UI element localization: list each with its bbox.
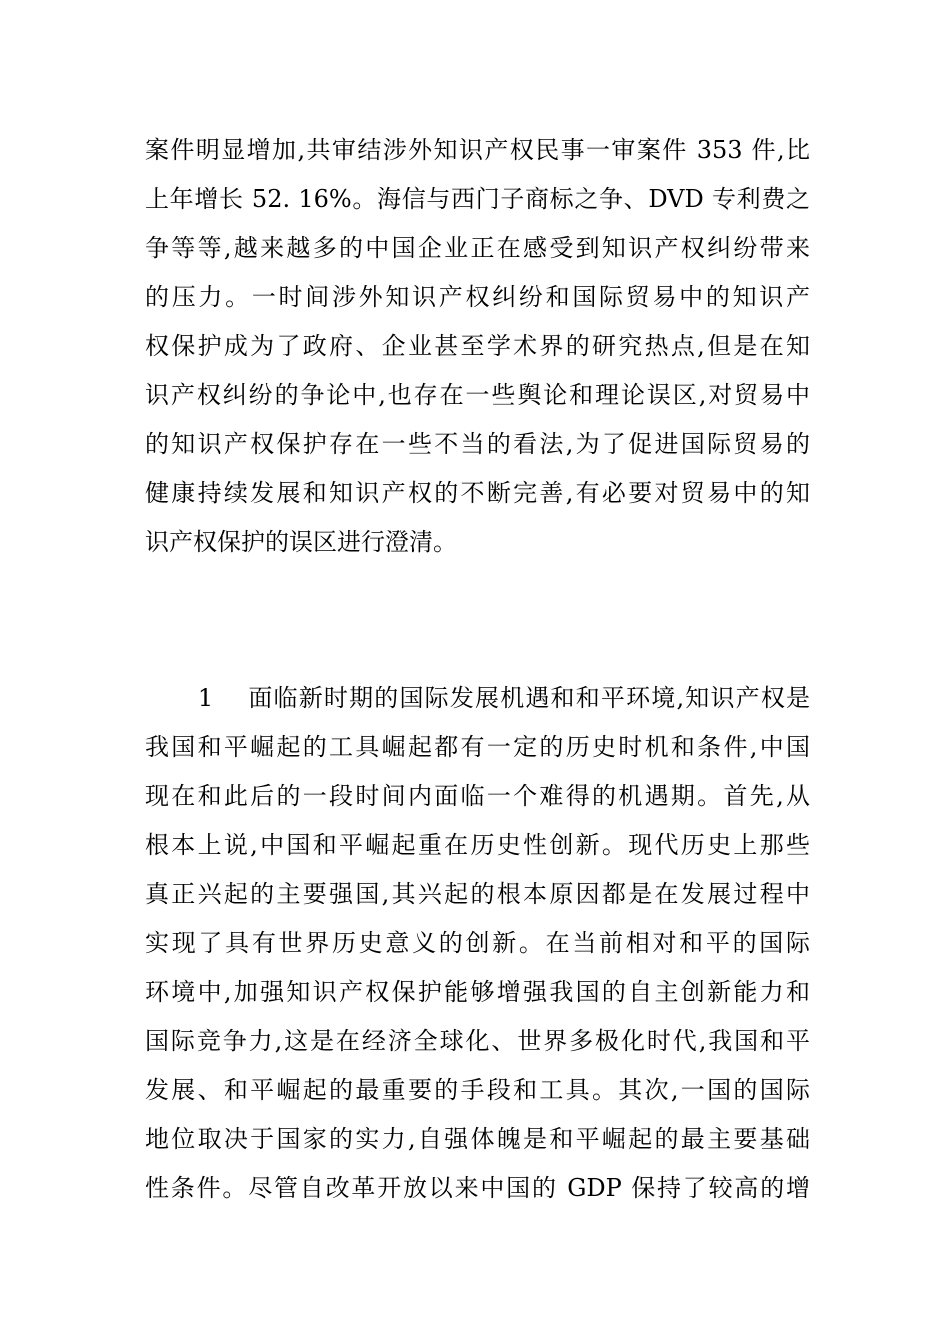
text-line: 识产权保护的误区进行澄清。 (145, 528, 457, 556)
text-line: 健康持续发展和知识产权的不断完善,有必要对贸易中的知 (145, 479, 810, 507)
text-line: 上年增长 52. 16%。海信与西门子商标之争、DVD 专利费之 (145, 185, 810, 213)
text-line: 性条件。尽管自改革开放以来中国的 GDP 保持了较高的增 (145, 1174, 810, 1202)
text-line: 的知识产权保护存在一些不当的看法,为了促进国际贸易的 (145, 430, 810, 458)
text-line: 我国和平崛起的工具崛起都有一定的历史时机和条件,中国 (145, 733, 810, 761)
text-line: 争等等,越来越多的中国企业正在感受到知识产权纠纷带来 (145, 234, 810, 262)
text-line: 的压力。一时间涉外知识产权纠纷和国际贸易中的知识产 (145, 283, 810, 311)
text-line: 根本上说,中国和平崛起重在历史性创新。现代历史上那些 (145, 831, 810, 859)
text-line: 实现了具有世界历史意义的创新。在当前相对和平的国际 (145, 929, 810, 957)
text-line: 国际竞争力,这是在经济全球化、世界多极化时代,我国和平 (145, 1027, 810, 1055)
paragraph-2 (145, 674, 810, 1213)
text-line: 发展、和平崛起的最重要的手段和工具。其次,一国的国际 (145, 1076, 810, 1104)
text-line: 现在和此后的一段时间内面临一个难得的机遇期。首先,从 (145, 782, 810, 810)
paragraph-1 (145, 126, 810, 567)
text-line: 案件明显增加,共审结涉外知识产权民事一审案件 353 件,比 (145, 136, 810, 164)
text-line: 识产权纠纷的争论中,也存在一些舆论和理论误区,对贸易中 (145, 381, 810, 409)
section-heading-line: 1 面临新时期的国际发展机遇和和平环境,知识产权是 (145, 684, 810, 712)
text-line: 地位取决于国家的实力,自强体魄是和平崛起的最主要基础 (145, 1125, 810, 1153)
text-line: 权保护成为了政府、企业甚至学术界的研究热点,但是在知 (145, 332, 810, 360)
text-line: 环境中,加强知识产权保护能够增强我国的自主创新能力和 (145, 978, 810, 1006)
text-line: 真正兴起的主要强国,其兴起的根本原因都是在发展过程中 (145, 880, 810, 908)
